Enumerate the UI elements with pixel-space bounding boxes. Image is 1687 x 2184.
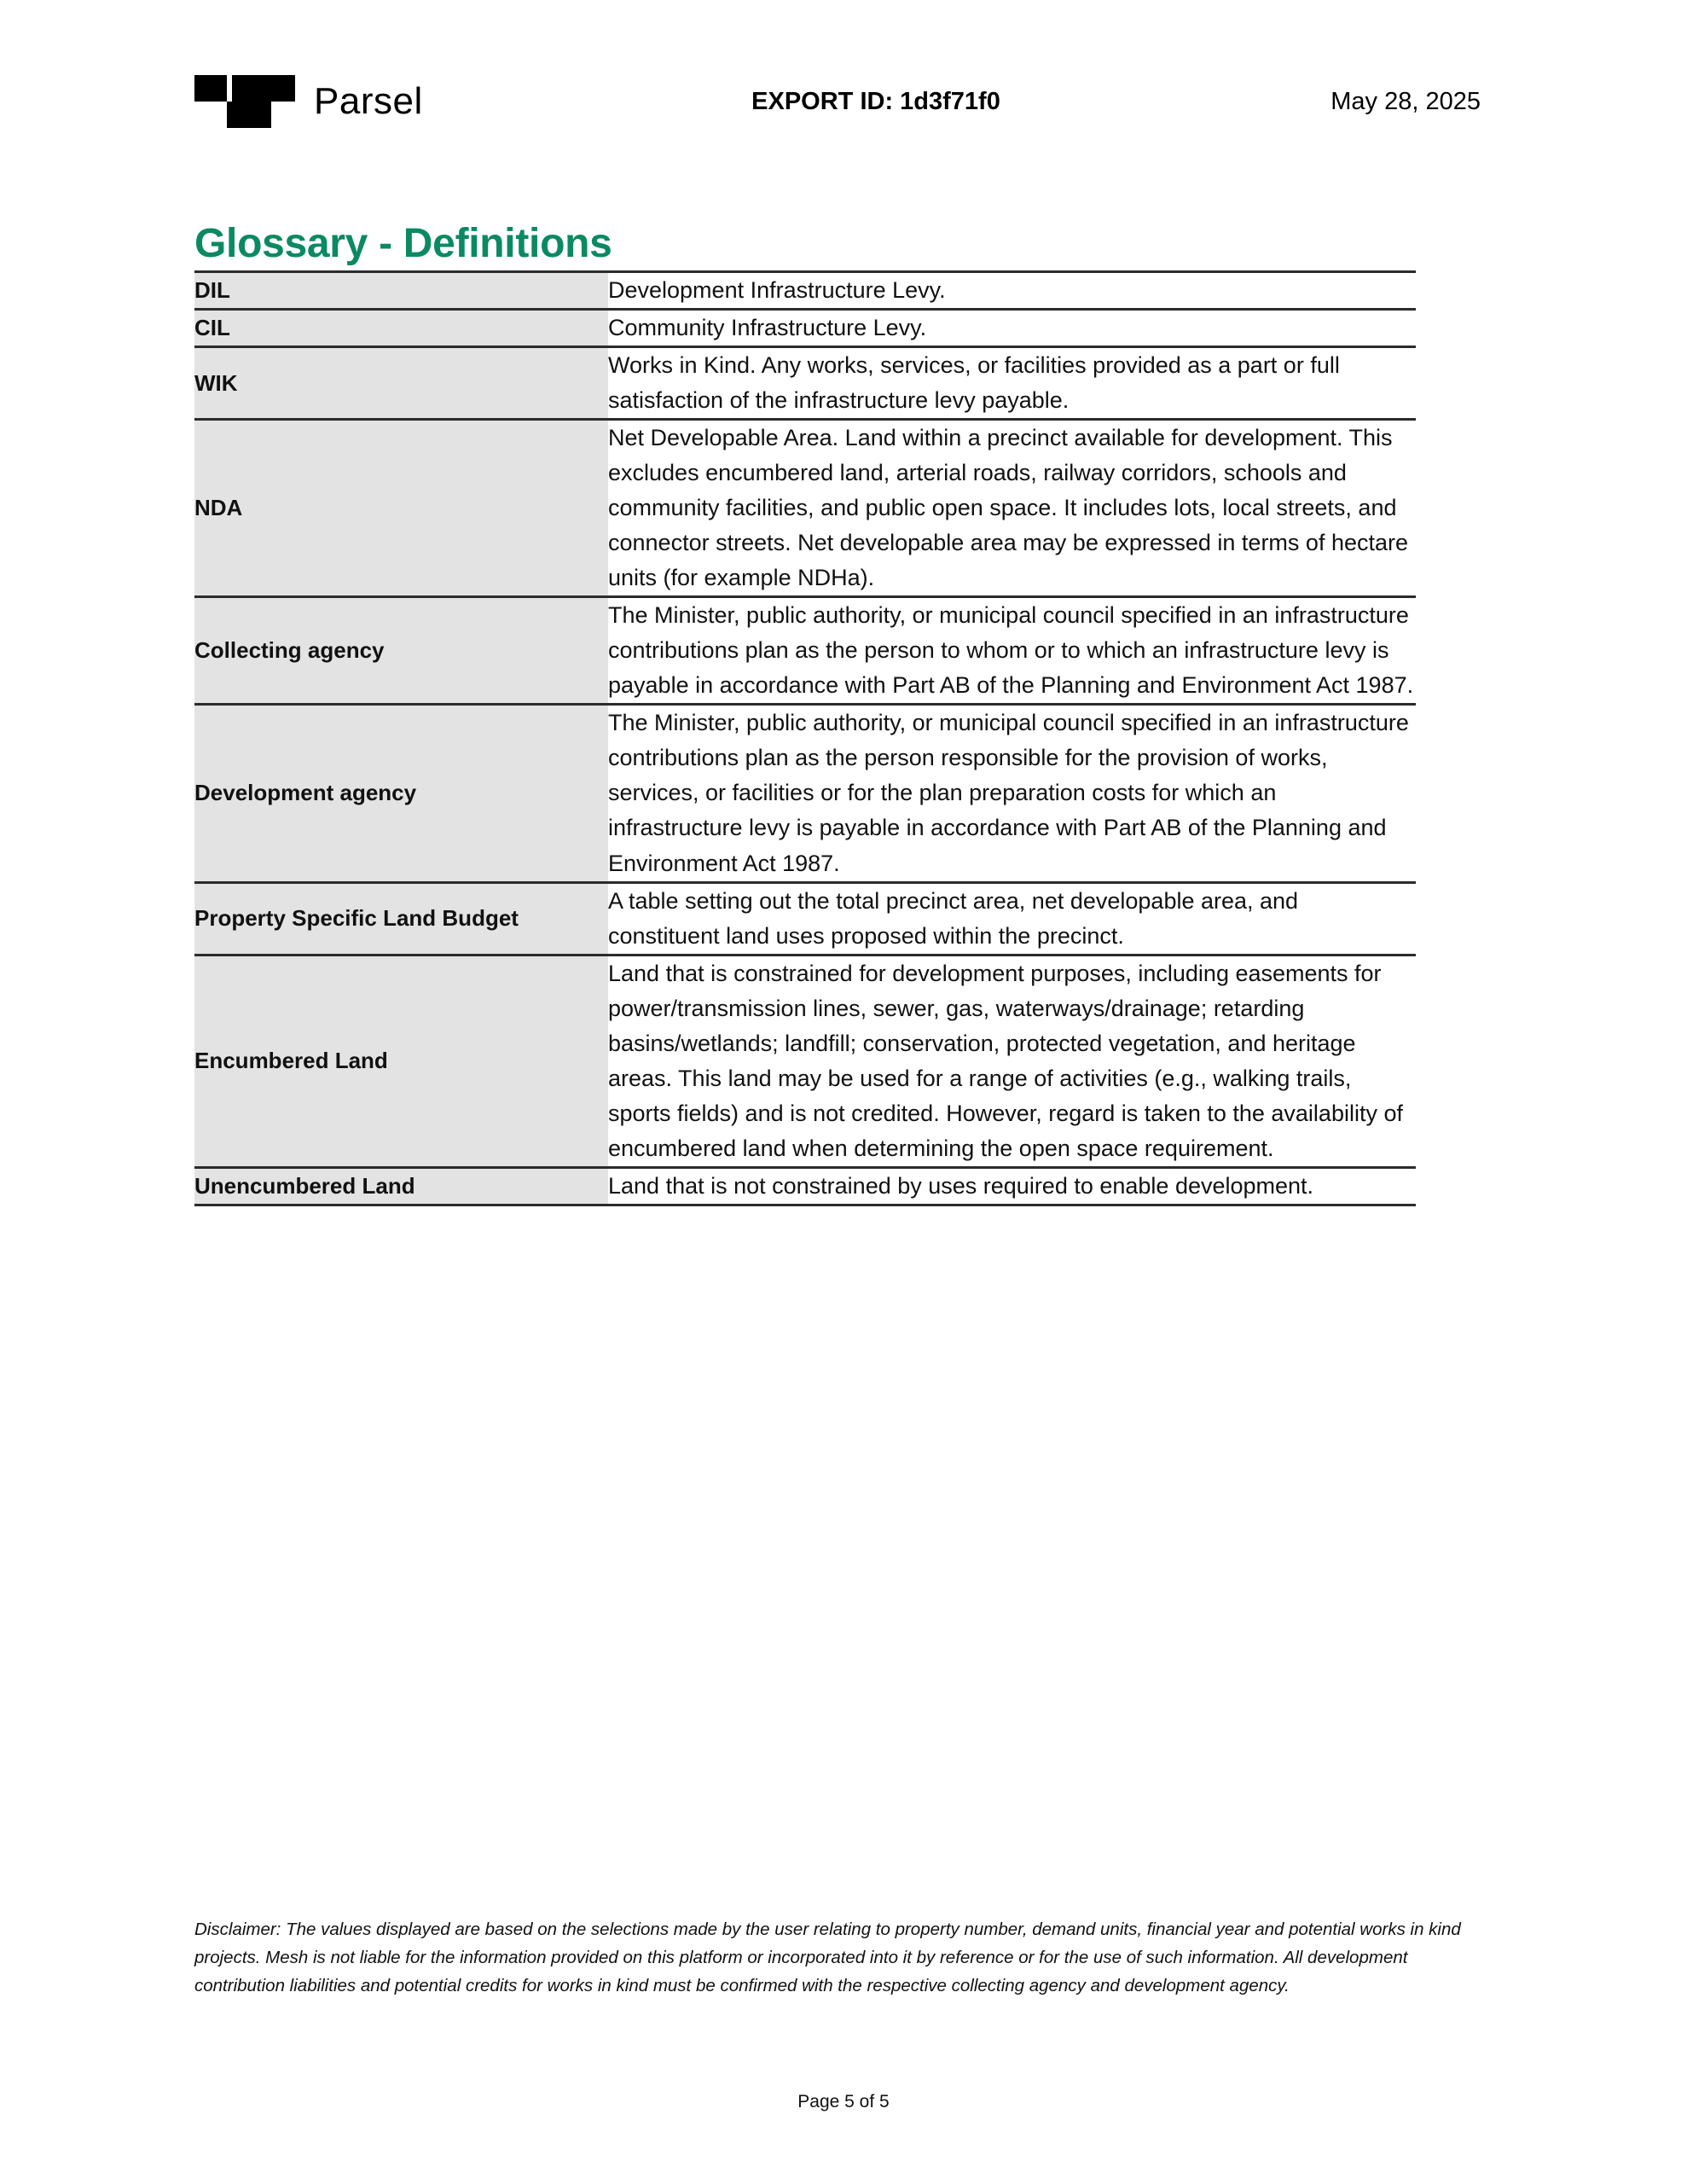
- glossary-definition: A table setting out the total precinct area, net developable area, and constituent land uses proposed within the precinct.: [608, 882, 1416, 955]
- glossary-definition: Land that is constrained for development purposes, including easements for power/transmission lines, sewer, gas, waterways/drainage; retarding basins/wetlands; landfill; conservation, protected vegetation, and heritage areas. This land may be used for a range of activities (e.g., walking trails, sports fields) and is not credited. However, regard is taken to the availability of encumbered land when determining the open space requirement.: [608, 955, 1416, 1167]
- glossary-term: DIL: [194, 272, 608, 310]
- table-row: [194, 272, 1416, 310]
- disclaimer-text: Disclaimer: The values displayed are based on the selections made by the user relating to property number, demand units, financial year and potential works in kind projects. Mesh is not liable for the information provided on this platform or incorporated into it by reference or for the use of such information. All development contribution liabilities and potential credits for works in kind must be confirmed with the respective collecting agency and development agency.: [194, 1920, 1461, 1996]
- brand-name: Parsel: [314, 80, 423, 122]
- page-number: Page 5 of 5: [797, 2092, 890, 2111]
- table-row: [194, 420, 1416, 597]
- glossary-term: NDA: [194, 420, 608, 597]
- glossary-term: Collecting agency: [194, 597, 608, 705]
- table-row: [194, 705, 1416, 882]
- header-date: May 28, 2025: [1330, 87, 1481, 115]
- brand-lockup: [194, 75, 553, 128]
- page-title: Glossary - Definitions: [194, 221, 612, 267]
- table-row: [194, 310, 1416, 347]
- glossary-term: WIK: [194, 347, 608, 420]
- glossary-table: [194, 270, 1416, 1206]
- table-row: [194, 597, 1416, 705]
- glossary-definition: Development Infrastructure Levy.: [608, 272, 1416, 310]
- table-row: [194, 1167, 1416, 1205]
- glossary-term: Development agency: [194, 705, 608, 882]
- glossary-term: Encumbered Land: [194, 955, 608, 1167]
- glossary-term: Property Specific Land Budget: [194, 882, 608, 955]
- parsel-logo-icon: [194, 75, 295, 128]
- glossary-definition: The Minister, public authority, or municipal council specified in an infrastructure contributions plan as the person to whom or to which an infrastructure levy is payable in accordance with Part AB of the Planning and Environment Act 1987.: [608, 597, 1416, 705]
- glossary-term: Unencumbered Land: [194, 1167, 608, 1205]
- glossary-definition: Works in Kind. Any works, services, or facilities provided as a part or full satisfaction of the infrastructure levy payable.: [608, 347, 1416, 420]
- glossary-table-body: [194, 272, 1416, 1205]
- table-row: [194, 955, 1416, 1167]
- glossary-definition: Community Infrastructure Levy.: [608, 310, 1416, 347]
- glossary-definition: Land that is not constrained by uses required to enable development.: [608, 1167, 1416, 1205]
- page-header: [194, 72, 1481, 131]
- glossary-definition: Net Developable Area. Land within a precinct available for development. This excludes encumbered land, arterial roads, railway corridors, schools and community facilities, and public open space. It includes lots, local streets, and connector streets. Net developable area may be expressed in terms of hectare units (for example NDHa).: [608, 420, 1416, 597]
- export-id: EXPORT ID: 1d3f71f0: [751, 87, 1000, 115]
- glossary-definition: The Minister, public authority, or municipal council specified in an infrastructure contributions plan as the person responsible for the provision of works, services, or facilities or for the plan preparation costs for which an infrastructure levy is payable in accordance with Part AB of the Planning and Environment Act 1987.: [608, 705, 1416, 882]
- table-row: [194, 347, 1416, 420]
- glossary-term: CIL: [194, 310, 608, 347]
- table-row: [194, 882, 1416, 955]
